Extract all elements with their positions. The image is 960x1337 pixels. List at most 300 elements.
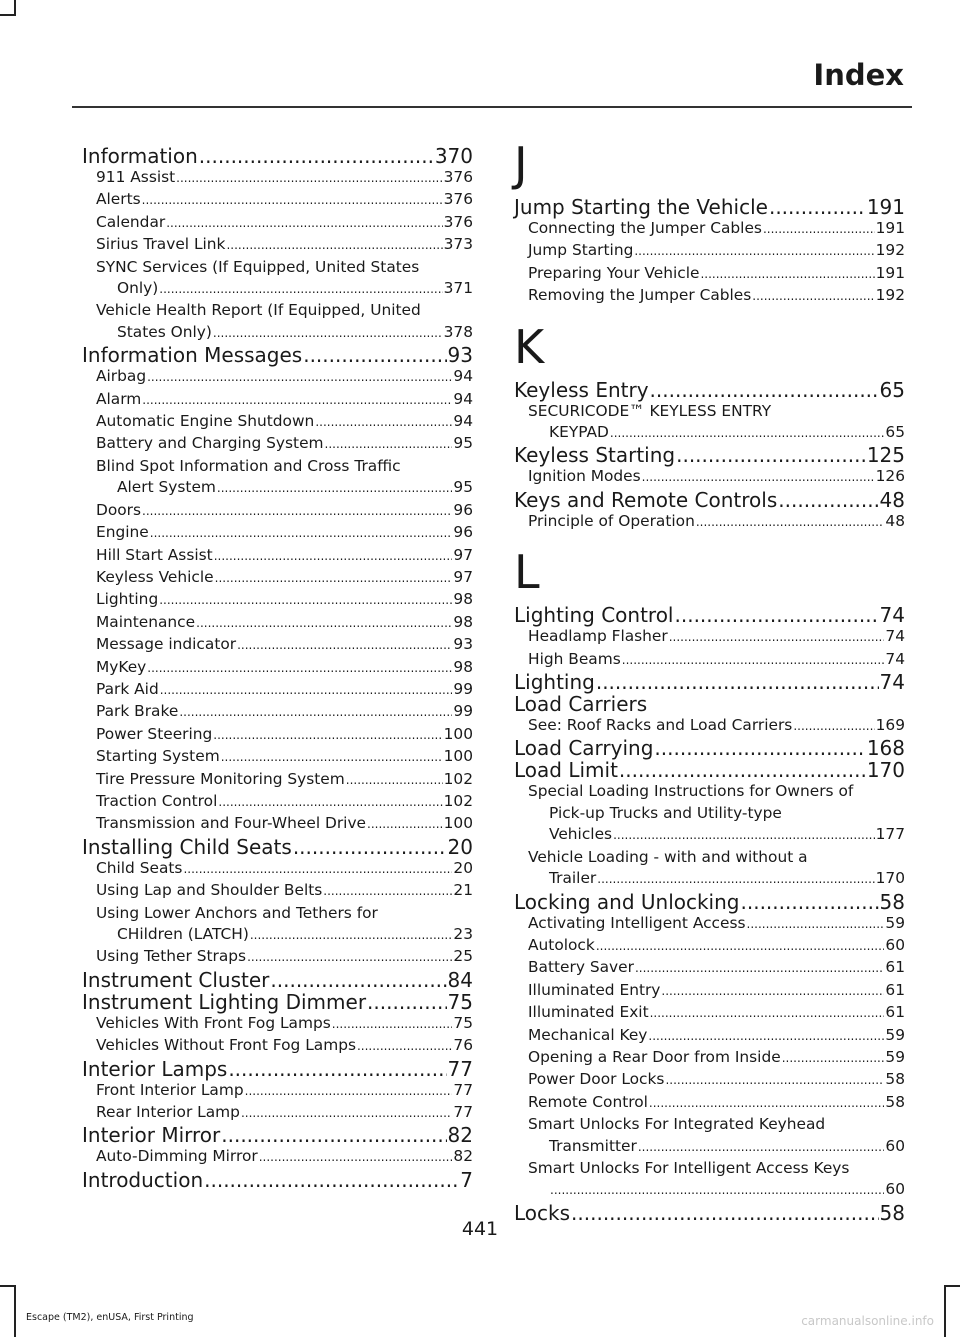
- dot-leader: [619, 759, 866, 781]
- crop-mark: [14, 1285, 16, 1337]
- index-subentry[interactable]: [514, 935, 905, 957]
- entry-page: 98: [453, 590, 473, 609]
- entry-label: Vehicle Health Report (If Equipped, United: [96, 301, 421, 320]
- index-entry[interactable]: [82, 1169, 473, 1191]
- index-subentry[interactable]: [514, 466, 905, 488]
- entry-page: 77: [453, 1080, 473, 1099]
- entry-label-continued: Vehicles: [549, 825, 613, 844]
- entry-page: 191: [875, 219, 905, 237]
- dot-leader: [214, 546, 453, 567]
- crop-mark: [944, 1285, 946, 1337]
- entry-label: Tire Pressure Monitoring System: [96, 769, 345, 788]
- index-entry[interactable]: [82, 344, 473, 366]
- index-subentry[interactable]: [82, 880, 473, 902]
- dot-leader: [642, 467, 875, 488]
- header-divider: [72, 106, 912, 108]
- entry-label: Locking and Unlocking: [514, 889, 740, 914]
- entry-label: Jump Starting: [528, 241, 634, 260]
- entry-label: Lighting: [514, 670, 595, 695]
- dot-leader: [597, 869, 874, 890]
- entry-label: Autolock: [528, 935, 595, 954]
- index-entry[interactable]: [82, 991, 473, 1013]
- entry-label: Ignition Modes: [528, 467, 641, 486]
- index-subentry[interactable]: [82, 567, 473, 589]
- entry-label-continued: Pick-up Trucks and Utility-type: [549, 803, 782, 822]
- entry-label: Battery and Charging System: [96, 434, 324, 453]
- entry-page: 168: [866, 736, 905, 761]
- entry-label: Interior Mirror: [82, 1123, 221, 1148]
- entry-label: Power Door Locks: [528, 1070, 665, 1089]
- dot-leader: [147, 658, 452, 679]
- dot-leader: [215, 568, 453, 589]
- entry-label: Park Aid: [96, 679, 159, 698]
- index-subentry[interactable]: [514, 649, 905, 671]
- entry-page: 100: [443, 724, 473, 743]
- index-subentry[interactable]: [82, 167, 473, 189]
- entry-page: 170: [875, 869, 905, 888]
- entry-label: Automatic Engine Shutdown: [96, 412, 315, 431]
- index-subentry[interactable]: [82, 545, 473, 567]
- entry-page: 376: [443, 212, 473, 231]
- dot-leader: [793, 716, 874, 737]
- entry-label-continued: CHildren (LATCH): [117, 925, 249, 943]
- entry-label: 911 Assist: [96, 168, 176, 186]
- entry-page: 74: [879, 670, 905, 695]
- entry-label: SYNC Services (If Equipped, United States: [96, 257, 420, 276]
- index-subentry[interactable]: [514, 1158, 905, 1202]
- index-subentry[interactable]: [514, 913, 905, 935]
- dot-leader: [241, 1103, 452, 1124]
- entry-page: 60: [885, 1180, 905, 1199]
- index-entry[interactable]: [514, 604, 905, 626]
- index-subentry[interactable]: [82, 769, 473, 791]
- dot-leader: [213, 323, 443, 344]
- dot-leader: [245, 1081, 453, 1102]
- entry-page: 77: [453, 1103, 473, 1122]
- dot-leader: [166, 213, 442, 234]
- section-letter: L: [514, 545, 540, 600]
- index-subentry[interactable]: [82, 1146, 473, 1168]
- dot-leader: [176, 168, 442, 189]
- index-entry[interactable]: [514, 693, 905, 715]
- entry-label: Load Limit: [514, 758, 618, 783]
- index-subentry[interactable]: [514, 285, 905, 307]
- entry-page: 100: [443, 814, 473, 833]
- entry-page: 20: [447, 834, 473, 859]
- entry-page: 21: [453, 881, 473, 900]
- entry-label: Special Loading Instructions for Owners of: [528, 782, 854, 801]
- entry-page: 177: [875, 825, 905, 844]
- entry-label: Doors: [96, 500, 142, 519]
- dot-leader: [332, 1014, 453, 1035]
- edition-footer: Escape (TM2), enUSA, First Printing: [26, 1312, 194, 1323]
- entry-label: Using Tether Straps: [96, 947, 247, 966]
- dot-leader: [346, 770, 443, 791]
- dot-leader: [669, 627, 885, 648]
- entry-page: 94: [453, 412, 473, 431]
- index-subentry[interactable]: [82, 858, 473, 880]
- dot-leader: [654, 737, 865, 759]
- entry-label: Locks: [514, 1200, 571, 1225]
- entry-page: 61: [885, 1003, 905, 1022]
- index-subentry[interactable]: [82, 1102, 473, 1124]
- index-entry[interactable]: [82, 1124, 473, 1146]
- dot-leader: [196, 613, 452, 634]
- entry-label: Removing the Jumper Cables: [528, 286, 752, 305]
- entry-page: 58: [879, 889, 905, 914]
- entry-page: 58: [885, 1070, 905, 1089]
- dot-leader: [367, 991, 447, 1013]
- entry-label-continued: Trailer: [549, 869, 597, 888]
- page-title: Index: [813, 58, 904, 92]
- entry-label: Sirius Travel Link: [96, 235, 226, 254]
- dot-leader: [676, 444, 866, 466]
- entry-page: 60: [885, 1136, 905, 1155]
- entry-page: 170: [866, 758, 905, 783]
- entry-label: High Beams: [528, 649, 621, 668]
- entry-label: Calendar: [96, 212, 166, 231]
- index-subentry[interactable]: [514, 511, 905, 533]
- index-subentry[interactable]: [82, 1080, 473, 1102]
- dot-leader: [763, 219, 875, 240]
- dot-leader: [650, 1003, 885, 1024]
- index-entry[interactable]: [82, 145, 473, 167]
- entry-label-continued: KEYPAD: [549, 423, 609, 442]
- index-entry[interactable]: [514, 759, 905, 781]
- dot-leader: [270, 969, 446, 991]
- entry-label: Instrument Cluster: [82, 967, 270, 992]
- index-entry[interactable]: [514, 379, 905, 401]
- dot-leader: [218, 792, 442, 813]
- entry-page: 102: [443, 769, 473, 788]
- index-subentry[interactable]: [82, 389, 473, 411]
- dot-leader: [550, 1180, 884, 1201]
- index-entry[interactable]: [514, 671, 905, 693]
- dot-leader: [661, 981, 884, 1002]
- index-entry[interactable]: [514, 489, 905, 511]
- dot-leader: [634, 241, 874, 262]
- entry-label: Child Seats: [96, 858, 183, 877]
- entry-label: Load Carriers: [514, 692, 648, 717]
- dot-leader: [204, 1169, 459, 1191]
- index-subentry[interactable]: [514, 218, 905, 240]
- crop-mark: [14, 0, 16, 16]
- entry-label: Park Brake: [96, 702, 179, 721]
- dot-leader: [213, 725, 442, 746]
- index-subentry[interactable]: [82, 500, 473, 522]
- dot-leader: [150, 523, 453, 544]
- dot-leader: [778, 489, 878, 511]
- index-subentry[interactable]: [514, 847, 905, 891]
- dot-leader: [325, 434, 453, 455]
- crop-mark: [946, 1285, 960, 1287]
- dot-leader: [638, 1137, 885, 1158]
- entry-label: Information Messages: [82, 343, 303, 368]
- entry-label: Illuminated Entry: [528, 980, 661, 999]
- index-entry[interactable]: [514, 196, 905, 218]
- dot-leader: [179, 702, 452, 723]
- entry-page: 371: [443, 279, 473, 298]
- entry-label: Airbag: [96, 367, 147, 386]
- index-entry[interactable]: [82, 836, 473, 858]
- entry-page: 97: [453, 567, 473, 586]
- entry-page: 75: [453, 1013, 473, 1032]
- dot-leader: [159, 590, 452, 611]
- entry-page: 192: [875, 286, 905, 305]
- index-subentry[interactable]: [82, 657, 473, 679]
- index-subentry[interactable]: [514, 1114, 905, 1158]
- entry-label: Keys and Remote Controls: [514, 487, 778, 512]
- entry-label: Load Carrying: [514, 736, 654, 761]
- entry-page: 192: [875, 241, 905, 260]
- entry-page: 59: [885, 913, 905, 932]
- dot-leader: [250, 925, 453, 946]
- dot-leader: [221, 747, 443, 768]
- entry-page: 373: [443, 235, 473, 254]
- entry-page: 65: [885, 423, 905, 442]
- entry-label: Preparing Your Vehicle: [528, 263, 700, 282]
- dot-leader: [199, 145, 434, 167]
- entry-page: 191: [866, 195, 905, 219]
- entry-label: Instrument Lighting Dimmer: [82, 989, 367, 1014]
- index-subentry[interactable]: [514, 1069, 905, 1091]
- entry-page: 376: [443, 190, 473, 209]
- index-subentry[interactable]: [514, 626, 905, 648]
- index-subentry[interactable]: [82, 366, 473, 388]
- entry-page: 100: [443, 747, 473, 766]
- entry-page: 95: [453, 478, 473, 497]
- index-subentry[interactable]: [82, 257, 473, 301]
- index-subentry[interactable]: [514, 781, 905, 846]
- entry-label: Alerts: [96, 190, 141, 209]
- dot-leader: [648, 1026, 884, 1047]
- entry-label: Smart Unlocks For Integrated Keyhead: [528, 1115, 826, 1134]
- entry-page: 93: [447, 343, 473, 368]
- entry-page: 93: [453, 635, 473, 654]
- crop-mark: [0, 14, 14, 16]
- dot-leader: [228, 1058, 446, 1080]
- entry-label: Illuminated Exit: [528, 1003, 649, 1022]
- index-subentry[interactable]: [82, 724, 473, 746]
- entry-page: 77: [447, 1056, 473, 1081]
- index-entry[interactable]: [514, 737, 905, 759]
- entry-label: Battery Saver: [528, 958, 634, 977]
- entry-label: Installing Child Seats: [82, 834, 292, 859]
- entry-page: 97: [453, 545, 473, 564]
- dot-leader: [147, 367, 452, 388]
- entry-label: MyKey: [96, 657, 147, 676]
- entry-page: 65: [879, 377, 905, 402]
- index-subentry[interactable]: [514, 715, 905, 737]
- dot-leader: [665, 1070, 884, 1091]
- dot-leader: [769, 196, 866, 218]
- entry-label: Vehicles Without Front Fog Lamps: [96, 1036, 356, 1055]
- dot-leader: [303, 344, 446, 366]
- dot-leader: [596, 936, 885, 957]
- entry-label: Using Lower Anchors and Tethers for: [96, 903, 378, 922]
- index-subentry[interactable]: [82, 791, 473, 813]
- entry-label: See: Roof Racks and Load Carriers: [528, 716, 793, 735]
- index-subentry[interactable]: [514, 1092, 905, 1114]
- index-column-left: [82, 145, 473, 1191]
- dot-leader: [159, 279, 442, 300]
- index-subentry[interactable]: [82, 234, 473, 256]
- entry-page: 59: [885, 1047, 905, 1066]
- entry-label: Activating Intelligent Access: [528, 913, 746, 932]
- entry-page: 376: [443, 168, 473, 186]
- entry-label: Vehicles With Front Fog Lamps: [96, 1013, 331, 1032]
- entry-page: 82: [453, 1147, 473, 1166]
- entry-label: Keyless Vehicle: [96, 567, 214, 586]
- entry-page: 99: [453, 679, 473, 698]
- entry-label: Information: [82, 144, 198, 168]
- entry-page: 60: [885, 935, 905, 954]
- entry-page: 82: [447, 1123, 473, 1148]
- dot-leader: [622, 650, 885, 671]
- entry-page: 74: [879, 603, 905, 628]
- index-subentry[interactable]: [514, 1002, 905, 1024]
- entry-label: Keyless Starting: [514, 443, 676, 468]
- entry-page: 102: [443, 791, 473, 810]
- crop-mark: [0, 1285, 14, 1287]
- index-entry[interactable]: [82, 969, 473, 991]
- index-subentry[interactable]: [514, 263, 905, 285]
- index-subentry[interactable]: [514, 1025, 905, 1047]
- entry-page: 126: [875, 467, 905, 486]
- dot-leader: [610, 423, 885, 444]
- entry-label-continued: Only): [117, 279, 159, 298]
- index-subentry[interactable]: [82, 1013, 473, 1035]
- entry-label: Blind Spot Information and Cross Traffic: [96, 456, 401, 475]
- entry-label: Opening a Rear Door from Inside: [528, 1047, 781, 1066]
- index-entry[interactable]: [82, 1058, 473, 1080]
- index-subentry[interactable]: [82, 746, 473, 768]
- index-entry[interactable]: [514, 891, 905, 913]
- entry-page: 370: [434, 144, 473, 168]
- index-subentry[interactable]: [82, 813, 473, 835]
- index-subentry[interactable]: [82, 634, 473, 656]
- entry-page: 75: [447, 989, 473, 1014]
- entry-page: 58: [885, 1092, 905, 1111]
- entry-label: Lighting: [96, 590, 159, 609]
- dot-leader: [237, 635, 452, 656]
- index-subentry[interactable]: [82, 589, 473, 611]
- entry-label: Traction Control: [96, 791, 218, 810]
- index-subentry[interactable]: [82, 456, 473, 500]
- index-entry[interactable]: [514, 444, 905, 466]
- entry-page: 74: [885, 649, 905, 668]
- dot-leader: [613, 825, 875, 846]
- entry-label: Maintenance: [96, 612, 196, 631]
- entry-page: 48: [879, 487, 905, 512]
- entry-page: 96: [453, 523, 473, 542]
- index-subentry[interactable]: [82, 946, 473, 968]
- entry-page: 23: [453, 925, 473, 943]
- entry-label: Keyless Entry: [514, 377, 649, 402]
- entry-page: 59: [885, 1025, 905, 1044]
- index-subentry[interactable]: [82, 212, 473, 234]
- entry-label: Hill Start Assist: [96, 545, 213, 564]
- entry-label: Jump Starting the Vehicle: [514, 195, 768, 219]
- entry-page: 125: [866, 443, 905, 468]
- entry-label: Remote Control: [528, 1092, 648, 1111]
- index-subentry[interactable]: [514, 240, 905, 262]
- entry-label: Principle of Operation: [528, 511, 695, 530]
- dot-leader: [596, 671, 879, 693]
- entry-label: Front Interior Lamp: [96, 1080, 244, 1099]
- dot-leader: [747, 914, 885, 935]
- index-subentry[interactable]: [82, 903, 473, 947]
- entry-page: 61: [885, 980, 905, 999]
- entry-label-continued: Transmitter: [549, 1136, 637, 1155]
- index-subentry[interactable]: [514, 957, 905, 979]
- dot-leader: [160, 680, 453, 701]
- entry-page: 7: [460, 1167, 473, 1192]
- index-subentry[interactable]: [514, 1047, 905, 1069]
- entry-page: 48: [885, 511, 905, 530]
- entry-page: 99: [453, 702, 473, 721]
- dot-leader: [649, 1093, 884, 1114]
- entry-page: 378: [443, 322, 473, 341]
- entry-page: 25: [453, 947, 473, 966]
- page-number: 441: [461, 1218, 499, 1240]
- dot-leader: [142, 190, 443, 211]
- index-subentry[interactable]: [514, 401, 905, 445]
- entry-label: Alarm: [96, 389, 142, 408]
- entry-label: SECURICODE™ KEYLESS ENTRY: [528, 401, 772, 420]
- entry-page: 61: [885, 958, 905, 977]
- watermark: carmanualsonline.info: [801, 1314, 934, 1328]
- index-subentry[interactable]: [82, 433, 473, 455]
- index-subentry[interactable]: [82, 189, 473, 211]
- dot-leader: [650, 379, 879, 401]
- index-subentry[interactable]: [82, 1035, 473, 1057]
- dot-leader: [675, 604, 879, 626]
- entry-label: Using Lap and Shoulder Belts: [96, 881, 323, 900]
- entry-label: Message indicator: [96, 635, 237, 654]
- entry-page: 20: [453, 858, 473, 877]
- entry-label: Interior Lamps: [82, 1056, 228, 1081]
- dot-leader: [183, 859, 452, 880]
- entry-page: 95: [453, 434, 473, 453]
- dot-leader: [323, 881, 452, 902]
- entry-label: Starting System: [96, 747, 220, 766]
- dot-leader: [217, 478, 452, 499]
- entry-label: Headlamp Flasher: [528, 627, 668, 646]
- entry-page: 58: [879, 1200, 905, 1225]
- dot-leader: [367, 814, 443, 835]
- entry-page: 94: [453, 389, 473, 408]
- index-column-right: [514, 137, 905, 1225]
- index-subentry[interactable]: [82, 411, 473, 433]
- entry-label: Vehicle Loading - with and without a: [528, 847, 808, 866]
- index-subentry[interactable]: [82, 522, 473, 544]
- index-subentry[interactable]: [514, 980, 905, 1002]
- index-subentry[interactable]: [82, 612, 473, 634]
- index-subentry[interactable]: [82, 300, 473, 344]
- entry-page: 94: [453, 367, 473, 386]
- entry-label: Transmission and Four-Wheel Drive: [96, 814, 367, 833]
- dot-leader: [221, 1124, 446, 1146]
- entry-page: 74: [885, 627, 905, 646]
- index-subentry[interactable]: [82, 701, 473, 723]
- entry-page: 98: [453, 657, 473, 676]
- dot-leader: [315, 412, 452, 433]
- entry-page: 96: [453, 500, 473, 519]
- index-subentry[interactable]: [82, 679, 473, 701]
- dot-leader: [741, 891, 879, 913]
- dot-leader: [700, 264, 874, 285]
